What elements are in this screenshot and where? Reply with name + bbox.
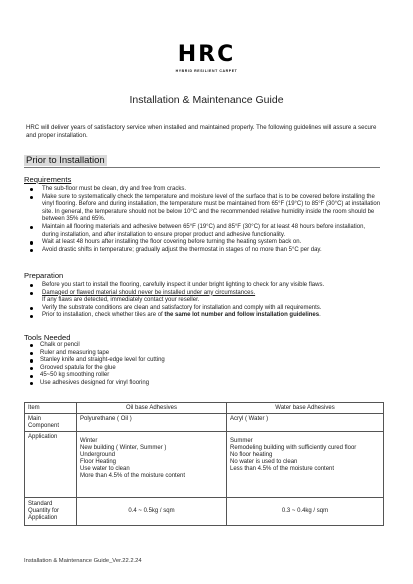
list-item [30, 290, 382, 298]
list-item: Stanley knife and straight-edge level for cutting [30, 357, 180, 365]
list-item-note: If any flaws are detected, immediately contact your reseller. [42, 297, 200, 304]
brand-logo: HRC [177, 42, 236, 67]
table-header-cell: Oil base Adhesives [77, 403, 227, 414]
brand-tagline: HYBRID RESILIENT CARPET [175, 69, 238, 73]
table-row [25, 498, 384, 526]
table-cell: Main Component [25, 414, 77, 432]
list-item: Wait at least 48 hours after installing the floor covering before turning the heating system back on. [30, 239, 382, 247]
list-item-text: Prior to installation, check whether tiles are of [42, 312, 165, 319]
list-item: Ruler and measuring tape [30, 350, 180, 358]
requirements-heading: Requirements [24, 175, 72, 184]
adhesive-comparison-table [24, 402, 384, 526]
list-item: Make sure to systematically check the temperature and moisture level of the surface that is to be covered before installing the vinyl flooring. Before and during installation, the temperature must be maintained from 65°F (19°C) to 85°F (30°C) at installation site. In general, the temperature should not be below 10°C and the recommended relative humidity inside the room should be between 35% and 65%. [30, 194, 382, 224]
table-cell: 0.3 ~ 0.4kg / sqm [227, 498, 384, 526]
table-row [25, 414, 384, 432]
page-footer: Installation & Maintenance Guide_Ver.22.2.24 [24, 558, 142, 564]
list-item-text-end: . [319, 312, 321, 319]
list-item: Before you start to install the flooring, carefully inspect it under bright lighting to check for any visible flaws. [30, 282, 382, 290]
tools-list [30, 342, 180, 388]
table-cell: 0.4 ~ 0.5kg / sqm [77, 498, 227, 526]
list-item: Verify the substrate conditions are clean and satisfactory for installation and comply with all requirements. [30, 305, 382, 313]
table-cell: Polyurethane ( Oil ) [77, 414, 227, 432]
list-item [30, 312, 382, 320]
table-header-row [25, 403, 384, 414]
table-cell: Application [25, 432, 77, 498]
preparation-heading: Preparation [24, 271, 64, 280]
list-item: Chalk or pencil [30, 342, 180, 350]
list-item: The sub-floor must be clean, dry and free from cracks. [30, 186, 382, 194]
list-item-emphasis: the same lot number and follow installation guidelines [164, 312, 320, 319]
requirements-list [30, 186, 382, 254]
list-item: Grooved spatula for the glue [30, 365, 180, 373]
table-cell [77, 432, 227, 498]
section-title-prior-to-installation [24, 154, 380, 168]
table-header-cell: Water base Adhesives [227, 403, 384, 414]
list-item: Maintain all flooring materials and adhesive between 65°F (19°C) and 85°F (30°C) for at least 48 hours before installation, during installation, and after installation to ensure proper product and adhesive functionality. [30, 224, 382, 239]
document-title: Installation & Maintenance Guide [129, 94, 284, 106]
warning-text: Damaged or flawed material should never be installed under any circumstances. [42, 289, 256, 296]
table-cell: Acryl ( Water ) [227, 414, 384, 432]
preparation-list [30, 282, 382, 320]
table-cell [227, 432, 384, 498]
intro-paragraph: HRC will deliver years of satisfactory service when installed and maintained properly. The following guidelines will assure a secure and proper installation. [26, 124, 377, 139]
table-row [25, 432, 384, 498]
tools-heading: Tools Needed [24, 333, 71, 342]
list-item: Avoid drastic shifts in temperature; gradually adjust the thermostat in stages of no more than 5°C per day. [30, 247, 382, 255]
section-title-text: Prior to Installation [26, 155, 105, 166]
table-cell: Standard Quantity for Application [25, 498, 77, 526]
list-item: 45~50 kg smoothing roller [30, 372, 180, 380]
table-header-cell: Item [25, 403, 77, 414]
application-oil-text: Winter New building ( Winter, Summer ) Underground Floor Heating Use water to clean More than 4.5% of the moisture content [80, 438, 186, 479]
list-item: Use adhesives designed for vinyl flooring [30, 380, 180, 388]
application-water-text: Summer Remodeling building with sufficiently cured floor No floor heating No water is used to clean Less than 4.5% of the moisture content [230, 438, 357, 472]
